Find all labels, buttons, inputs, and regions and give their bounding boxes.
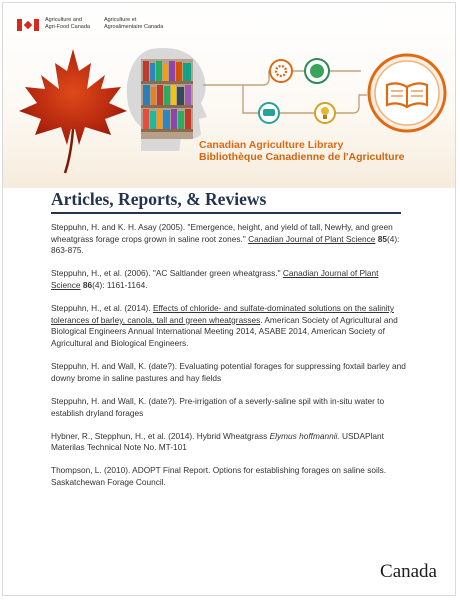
library-name-fr: Bibliothèque Canadienne de l'Agriculture xyxy=(199,151,405,163)
globe-icon xyxy=(305,59,329,83)
reference-list xyxy=(51,222,407,500)
reference-item: Steppuhn, H., et al. (2006). "AC Saltlander green wheatgrass." Canadian Journal of Plant Science 86(4): 1161-1164. xyxy=(51,268,379,290)
reference-item: Steppuhn, H. and K. H. Asay (2005). "Emergence, height, and yield of tall, NewHy, and green wheatgrass forage crops grown in saline root zones." Canadian Journal of Plant Science 85(4): 863-875. xyxy=(51,222,400,256)
reference-item: Hybner, R., Stepphun, H., et al. (2014). Hybrid Wheatgrass Elymus hoffmannii. USDAPlant Materilas Technical Note No. MT-101 xyxy=(51,430,384,453)
service-icons xyxy=(203,51,456,141)
reference-item: Steppuhn, H. and Wall, K. (date?). Pre-irrigation of a severly-saline spil with in-situ water to establish dryland forages xyxy=(51,395,385,418)
reference-item: Thompson, L. (2010). ADOPT Final Report. Options for establishing forages on saline soils. Saskatchewan Forage Council. xyxy=(51,465,387,488)
canada-wordmark: Canada xyxy=(380,561,437,582)
section-title: Articles, Reports, & Reviews xyxy=(51,189,267,209)
reference-item: Steppuhn, H. and Wall, K. (date?). Evaluating potential forages for suppressing foxtail barley and downy brome in saline pastures and hay fields xyxy=(51,361,406,383)
title-divider xyxy=(51,212,401,214)
gear-icon xyxy=(270,60,292,82)
journal-link[interactable]: Canadian Journal of Plant Science xyxy=(51,268,379,290)
open-book-icon xyxy=(369,55,445,131)
document-page xyxy=(2,2,456,596)
library-name-en: Canadian Agriculture Library xyxy=(199,139,344,151)
header-banner xyxy=(3,3,455,188)
paper-link[interactable]: Effects of chloride- and sulfate-dominated solutions on the salinity tolerances of barley, canola, tall and green wheatgrasses xyxy=(51,303,394,325)
head-bookshelf-icon xyxy=(121,43,211,153)
maple-leaf-icon xyxy=(13,45,133,175)
journal-link[interactable]: Canadian Journal of Plant Science xyxy=(248,233,376,244)
lightbulb-icon xyxy=(315,103,335,123)
department-name-en: Agriculture and Agri-Food Canada xyxy=(45,17,90,30)
chat-icon xyxy=(259,103,279,123)
government-signature xyxy=(17,17,163,31)
department-name-fr: Agriculture et Agroalimentaire Canada xyxy=(103,17,164,30)
canada-flag-icon xyxy=(17,19,39,31)
library-name xyxy=(199,139,405,163)
reference-item: Steppuhn, H., et al. (2014). Effects of chloride- and sulfate-dominated solutions on the salinity tolerances of barley, canola, tall and green wheatgrasses. American Society of Agricultural and Biological Engineers Annual International Meeting 2014, ASABE 2014, American Society of Agricultural and Biological Engineers. xyxy=(51,303,398,348)
